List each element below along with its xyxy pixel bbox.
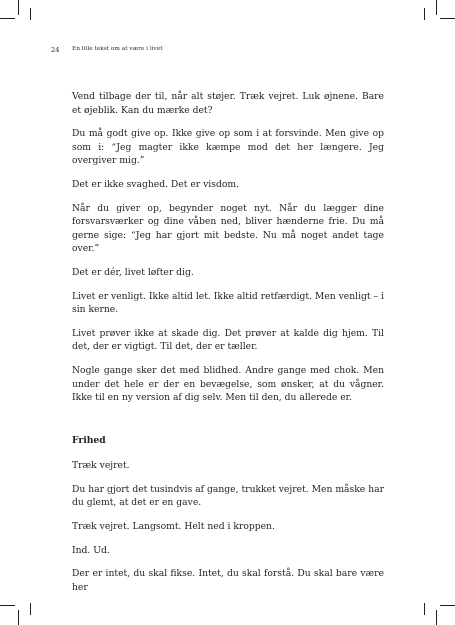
page-number: 24 <box>51 46 60 54</box>
crop-mark <box>424 8 425 20</box>
paragraph: Ind. Ud. <box>72 544 110 556</box>
crop-mark <box>18 610 19 625</box>
paragraph: Nogle gange sker det med blidhed. Andre gange med chok. Men under det hele er der en bevægelse, som ønsker, at du vågner. Ikke til en ny version af dig selv. Men til den, du allerede er. <box>72 364 384 404</box>
crop-mark <box>436 0 437 15</box>
paragraph: Du må godt give op. Ikke give op som i at forsvinde. Men give op som i: “Jeg magter ikke kæmpe mod det her længere. Jeg overgiver mig.” <box>72 128 384 167</box>
paragraph: Der er intet, du skal fikse. Intet, du skal forstå. Du skal bare være her <box>72 568 384 593</box>
body-text <box>72 90 384 594</box>
running-head: En lille tekst om at være i livet <box>72 46 163 52</box>
crop-mark <box>424 603 425 615</box>
paragraph: Det er dér, livet løfter dig. <box>72 266 194 278</box>
crop-mark <box>436 610 437 625</box>
crop-mark <box>440 18 455 19</box>
paragraph: Du har gjort det tusindvis af gange, trukket vejret. Men måske har du glemt, at det er en gave. <box>72 483 384 509</box>
section-heading: Frihed <box>72 434 106 446</box>
crop-mark <box>18 0 19 15</box>
crop-mark <box>440 605 455 606</box>
crop-mark <box>30 603 31 615</box>
paragraph: Livet prøver ikke at skade dig. Det prøver at kalde dig hjem. Til det, der er vigtigt. Til det, der er tæller. <box>72 327 384 353</box>
paragraph: Vend tilbage der til, når alt støjer. Træk vejret. Luk øjnene. Bare et øjeblik. Kan du mærke det? <box>72 91 384 116</box>
crop-mark <box>30 8 31 20</box>
paragraph: Træk vejret. Langsomt. Helt ned i kroppen. <box>72 521 275 533</box>
paragraph: Når du giver op, begynder noget nyt. Når du lægger dine forsvarsværker og dine våben ned, bliver hænderne frie. Du må gerne sige: “Jeg har gjort mit bedste. Nu må noget andet tage over.” <box>72 202 384 255</box>
paragraph: Det er ikke svaghed. Det er visdom. <box>72 178 239 190</box>
paragraph: Livet er venligt. Ikke altid let. Ikke altid retfærdigt. Men venligt – i sin kerne. <box>72 290 384 316</box>
paragraph: Træk vejret. <box>72 460 130 472</box>
crop-mark <box>0 18 15 19</box>
crop-mark <box>0 605 15 606</box>
